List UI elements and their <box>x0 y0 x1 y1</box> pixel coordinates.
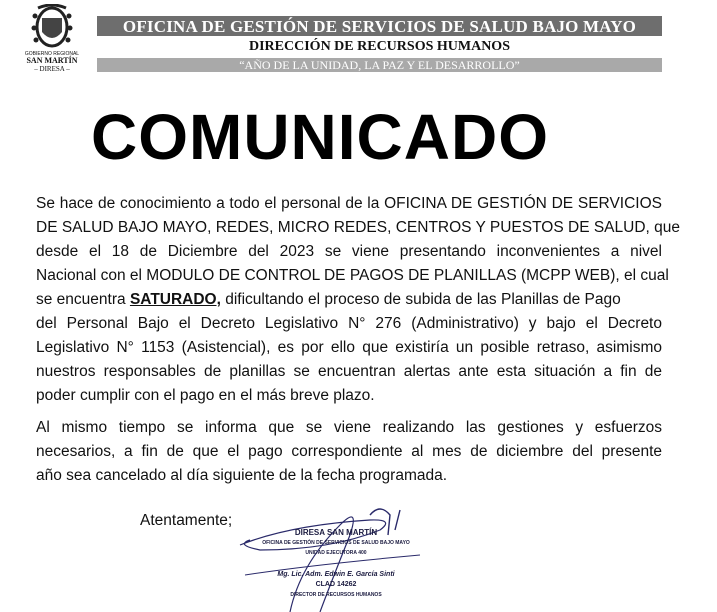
stamp-line: DIRECTOR DE RECURSOS HUMANOS <box>290 592 382 598</box>
office-banner: OFICINA DE GESTIÓN DE SERVICIOS DE SALUD BAJO MAYO <box>97 16 662 36</box>
saturado-emphasis: SATURADO, <box>129 291 221 308</box>
text-line-content: DE SALUD BAJO MAYO, REDES, MICRO REDES, CENTROS Y PUESTOS DE SALUD, que <box>36 219 680 236</box>
document-title: COMUNICADO <box>91 101 549 173</box>
text-line-content: dificultando el proceso de subida de las Planillas de Pago <box>220 291 621 308</box>
document-body <box>36 192 680 496</box>
official-stamp <box>236 520 436 600</box>
logo-region: SAN MARTÍN <box>26 56 78 65</box>
stamp-line: CLAD 14262 <box>315 581 357 588</box>
regional-government-logo <box>22 4 82 73</box>
text-line <box>36 288 662 312</box>
direction-heading: DIRECCIÓN DE RECURSOS HUMANOS <box>249 39 510 54</box>
text-line-content: año sea cancelado al día siguiente de la fecha programada. <box>36 467 448 484</box>
text-line-content: poder cumplir con el pago en el más breve plazo. <box>36 387 375 404</box>
text-line-content: Legislativo N° 1153 (Asistencial), es por ello que existiría un posible retraso, asimismo <box>36 339 662 356</box>
stamp-signatory: Mg. Lic. Adm. Edwin E. García Sinti <box>277 571 395 578</box>
text-line <box>36 416 662 440</box>
text-line <box>36 216 680 240</box>
stamp-line: UNIDAD EJECUTORA 400 <box>305 550 367 556</box>
text-line-content: desde el 18 de Diciembre del 2023 se viene presentando inconvenientes a nivel <box>36 243 662 260</box>
text-line-content: Al mismo tiempo se informa que se viene realizando las gestiones y esfuerzos <box>36 419 662 436</box>
text-line-content: del Personal Bajo el Decreto Legislativo N° 276 (Administrativo) y bajo el Decreto <box>36 315 662 332</box>
text-line-content: nuestros responsables de planillas se encuentran alertas ante esta situación a fin de <box>36 363 662 380</box>
text-line <box>36 336 662 360</box>
text-line-content: necesarios, a fin de que el pago correspondiente al mes de diciembre del presente <box>36 443 662 460</box>
text-line <box>36 264 669 288</box>
coat-of-arms-icon <box>30 4 74 50</box>
closing-salutation: Atentamente; <box>140 512 233 529</box>
text-line <box>36 312 662 336</box>
text-line <box>36 360 662 384</box>
text-line <box>36 464 662 488</box>
text-line-content: se encuentra <box>36 291 130 308</box>
text-line <box>36 384 662 408</box>
logo-caption: GOBIERNO REGIONAL <box>24 51 80 57</box>
text-line <box>36 440 662 464</box>
text-line-content: Se hace de conocimiento a todo el personal de la OFICINA DE GESTIÓN DE SERVICIOS <box>36 195 662 212</box>
logo-diresa: – DIRESA – <box>34 65 70 73</box>
text-line <box>36 240 662 264</box>
stamp-line: OFICINA DE GESTIÓN DE SERVICIOS DE SALUD BAJO MAYO <box>262 540 410 546</box>
text-line-content: Nacional con el MODULO DE CONTROL DE PAGOS DE PLANILLAS (MCPP WEB), el cual <box>36 267 669 284</box>
stamp-line: DIRESA SAN MARTÍN <box>294 528 378 537</box>
year-motto-banner: “AÑO DE LA UNIDAD, LA PAZ Y EL DESARROLLO” <box>97 58 662 72</box>
paragraph-2 <box>36 416 662 488</box>
text-line <box>36 192 662 216</box>
paragraph-1 <box>36 192 680 408</box>
